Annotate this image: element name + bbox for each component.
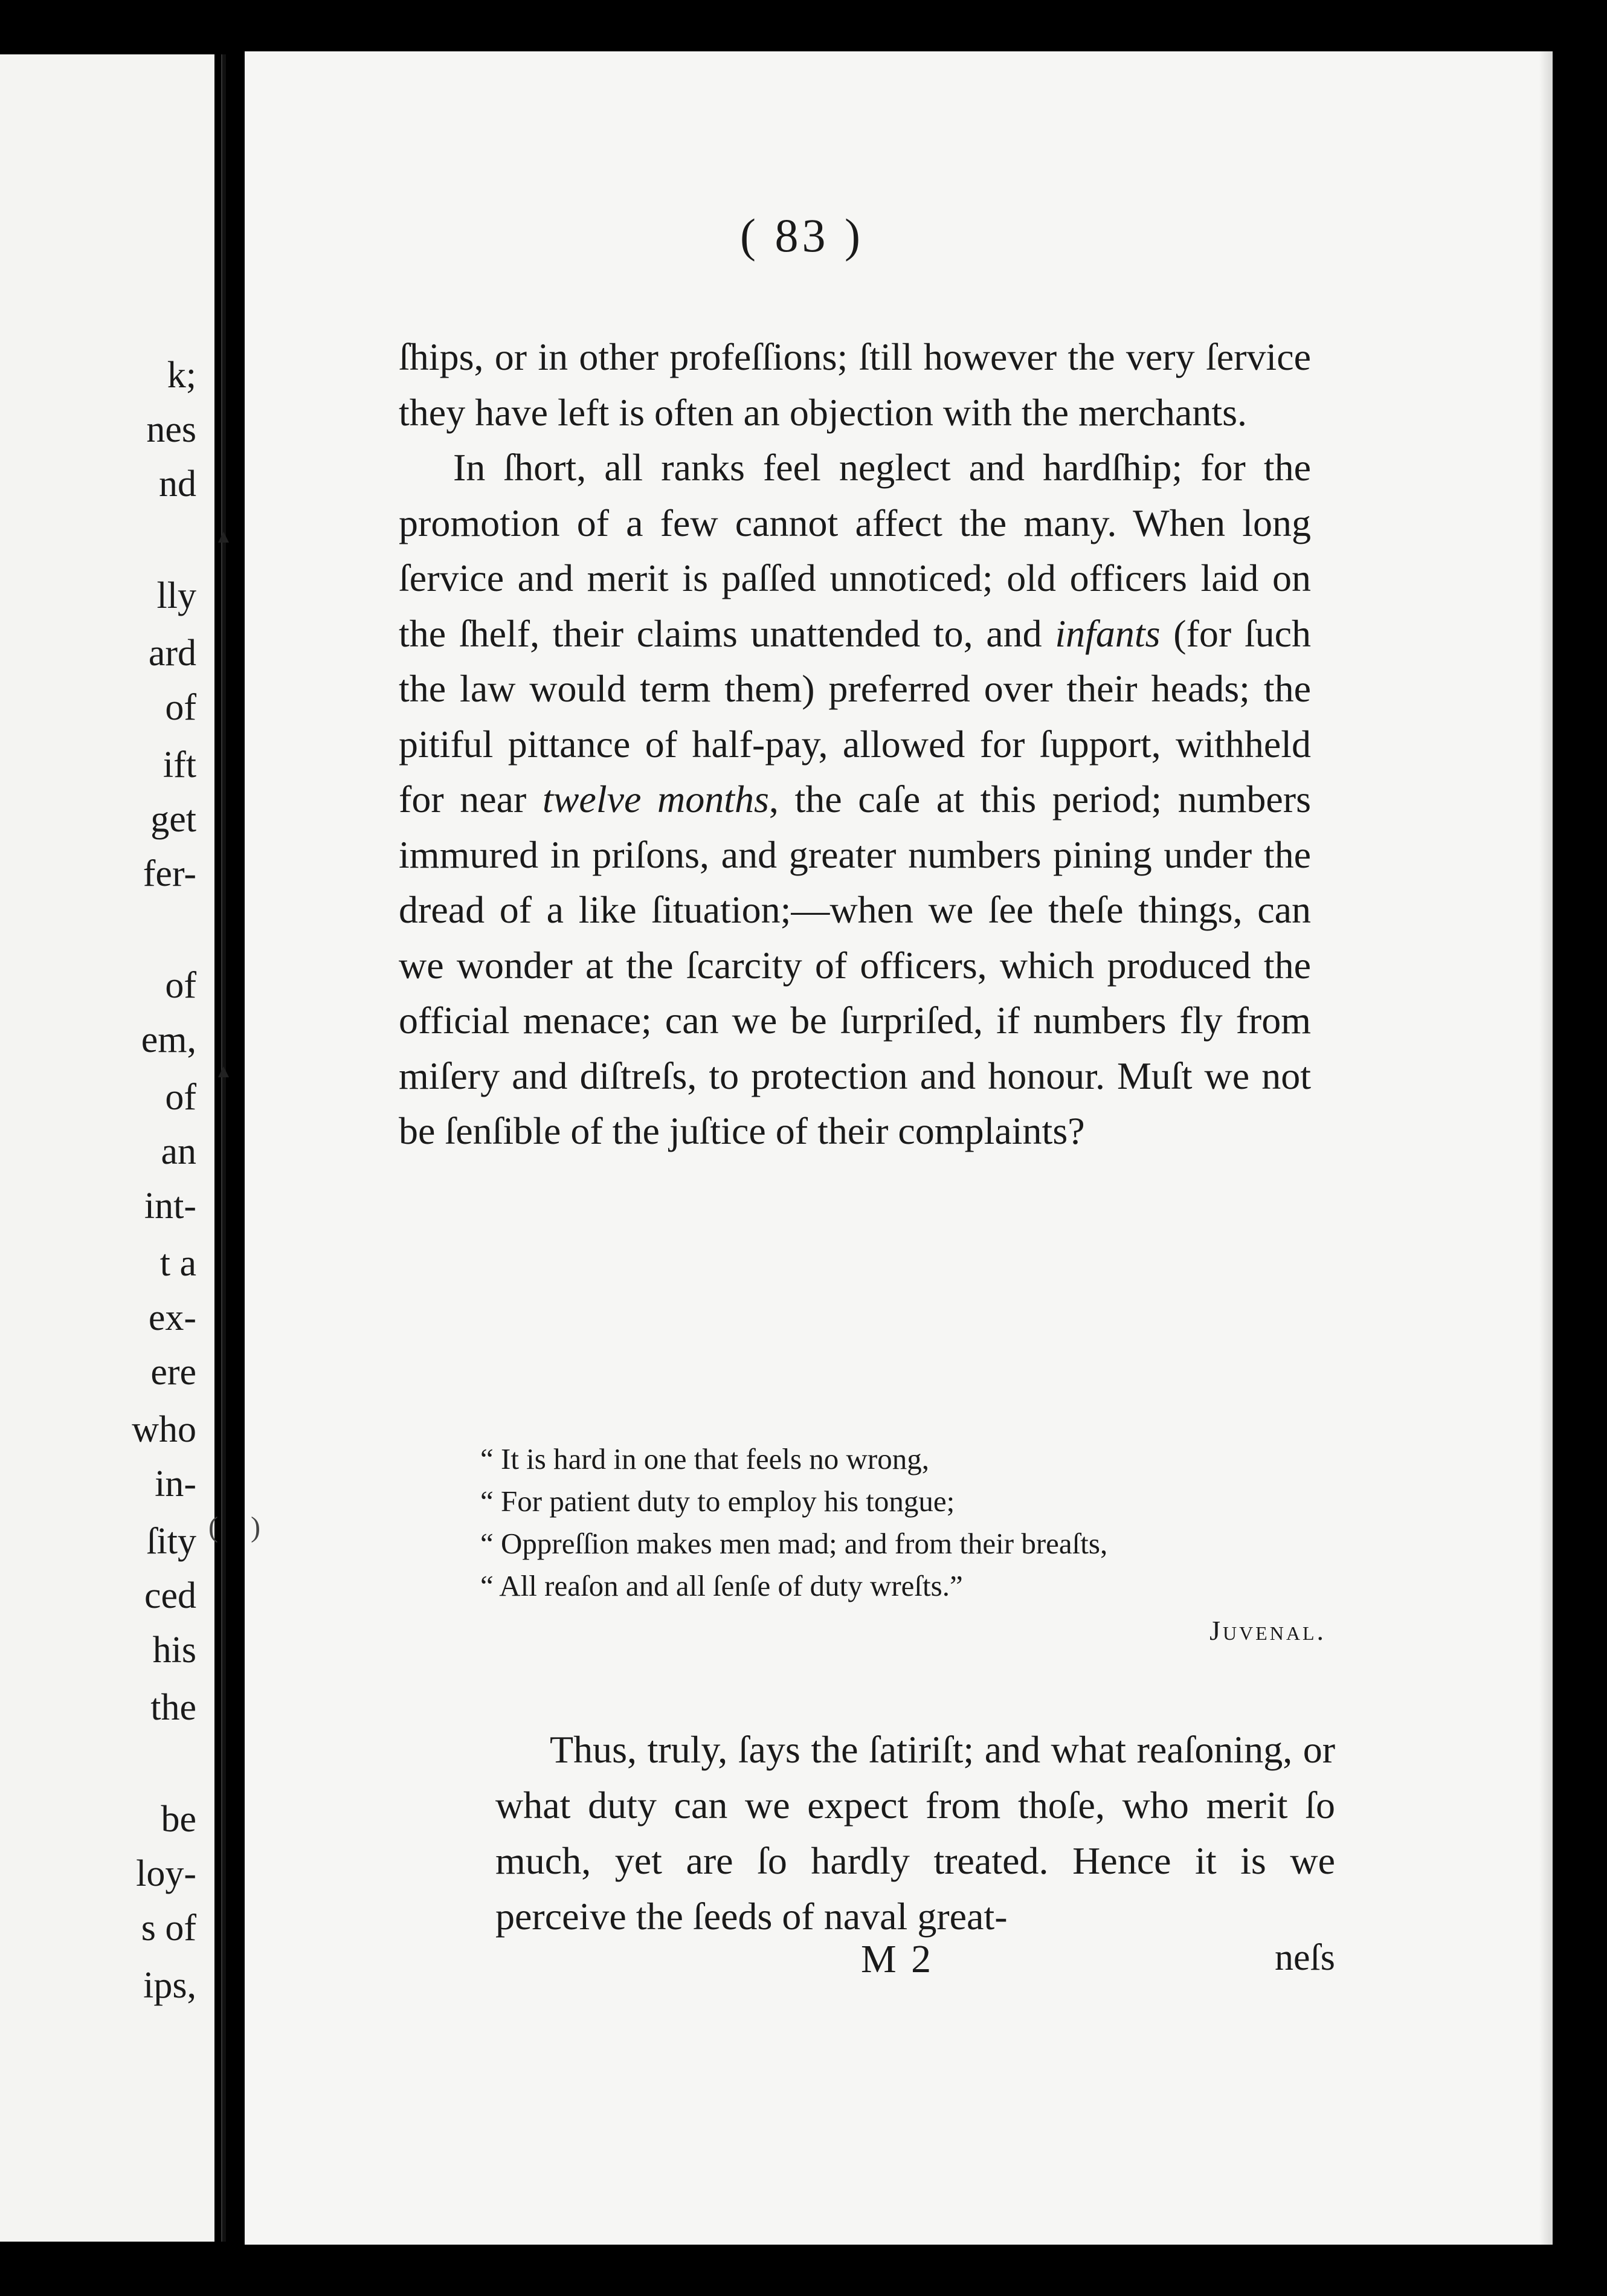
margin-bracket-right: ) (251, 1511, 260, 1543)
previous-page-line-fragment: fer- (143, 853, 196, 894)
previous-page-line-fragment: of (165, 1077, 196, 1118)
previous-page-line-fragment: s of (141, 1907, 196, 1949)
paragraph-2-end: , the caſe at this period; numbers immured in priſons, and greater numbers pining under the dread of a like ſituation;—when we ſee theſe things, can we wonder at the ſcarcity of officers, which produced the official menace; can we be ſurpriſed, if numbers fly from miſery and diſtreſs, to protection and honour. Muſt we not be ſenſible of the juſtice of their complaints? (399, 778, 1311, 1152)
previous-page-line-fragment: em, (141, 1019, 196, 1060)
margin-bracket-left: ( (208, 1511, 218, 1543)
closing-text-block (495, 1722, 1335, 1944)
verse-line: “ Oppreſſion makes men mad; and from their breaſts, (480, 1527, 1108, 1560)
quote-attribution: Juvenal. (1209, 1615, 1326, 1646)
catchword: neſs (1275, 1937, 1335, 1978)
gutter-mark-upper (218, 532, 229, 543)
previous-page-line-fragment: lly (156, 575, 196, 616)
page-edge (1539, 51, 1553, 2245)
paragraph-2-emphasis-twelve-months: twelve months (542, 778, 769, 821)
previous-page-line-fragment: loy- (136, 1853, 196, 1894)
verse-line: “ It is hard in one that feels no wrong, (480, 1442, 929, 1475)
verse-line: “ For patient duty to employ his tongue; (480, 1485, 955, 1518)
previous-page-line-fragment: get (150, 799, 196, 840)
previous-page-line-fragment: ips, (143, 1965, 196, 2006)
gutter-mark-lower (218, 1066, 229, 1077)
previous-page-line-fragment: in- (155, 1463, 196, 1504)
paragraph-2 (399, 440, 1311, 1159)
previous-page-line-fragment: of (165, 687, 196, 728)
previous-page-fragment (0, 54, 214, 2242)
gutter-rule (221, 54, 226, 2242)
book-gutter (214, 54, 245, 2242)
main-text-block (399, 329, 1311, 1159)
previous-page-line-fragment: k; (167, 355, 196, 396)
previous-page-line-fragment: nd (159, 463, 196, 505)
paragraph-2-start: In ſhort, all ranks feel neglect and hardſhip; for the promotion of a few cannot affect the many. When long ſervice and merit is paſſed unnoticed; old officers laid on the ſhelf, their claims unattended to, and (399, 446, 1311, 655)
verse-line: “ All reaſon and all ſenſe of duty wreſts.” (480, 1569, 963, 1602)
paragraph-3: Thus, truly, ſays the ſatiriſt; and what reaſoning, or what duty can we expect from thoſe, who merit ſo much, yet are ſo hardly treated. Hence it is we perceive the ſeeds of naval great- (495, 1728, 1335, 1938)
previous-page-line-fragment: an (161, 1131, 196, 1172)
previous-page-line-fragment: int- (144, 1185, 196, 1227)
paragraph-2-emphasis-infants: infants (1055, 611, 1161, 655)
previous-page-line-fragment: t a (159, 1243, 196, 1284)
paragraph-2-middle: (for ſuch the law would term them) preferred over their heads; the pitiful pittance of half-pay, allowed for ſupport, withheld for near (399, 611, 1312, 821)
previous-page-line-fragment: ſity (146, 1521, 196, 1562)
signature-mark: M 2 (861, 1937, 934, 1981)
previous-page-line-fragment: nes (146, 409, 196, 450)
paragraph-1: ſhips, or in other profeſſions; ſtill however the very ſervice they have left is often an objection with the merchants. (399, 335, 1311, 434)
previous-page-line-fragment: of (165, 965, 196, 1006)
previous-page-line-fragment: his (152, 1630, 196, 1671)
previous-page-line-fragment: be (161, 1799, 196, 1840)
verse-quotation (480, 1438, 1326, 1652)
previous-page-line-fragment: ift (163, 744, 196, 785)
previous-page-line-fragment: ard (148, 633, 196, 674)
previous-page-line-fragment: the (150, 1687, 196, 1728)
page-number: ( 83 ) (740, 209, 864, 262)
previous-page-line-fragment: ex- (148, 1297, 196, 1338)
previous-page-line-fragment: who (132, 1409, 196, 1450)
previous-page-line-fragment: ced (144, 1575, 196, 1616)
previous-page-line-fragment: ere (150, 1352, 196, 1393)
